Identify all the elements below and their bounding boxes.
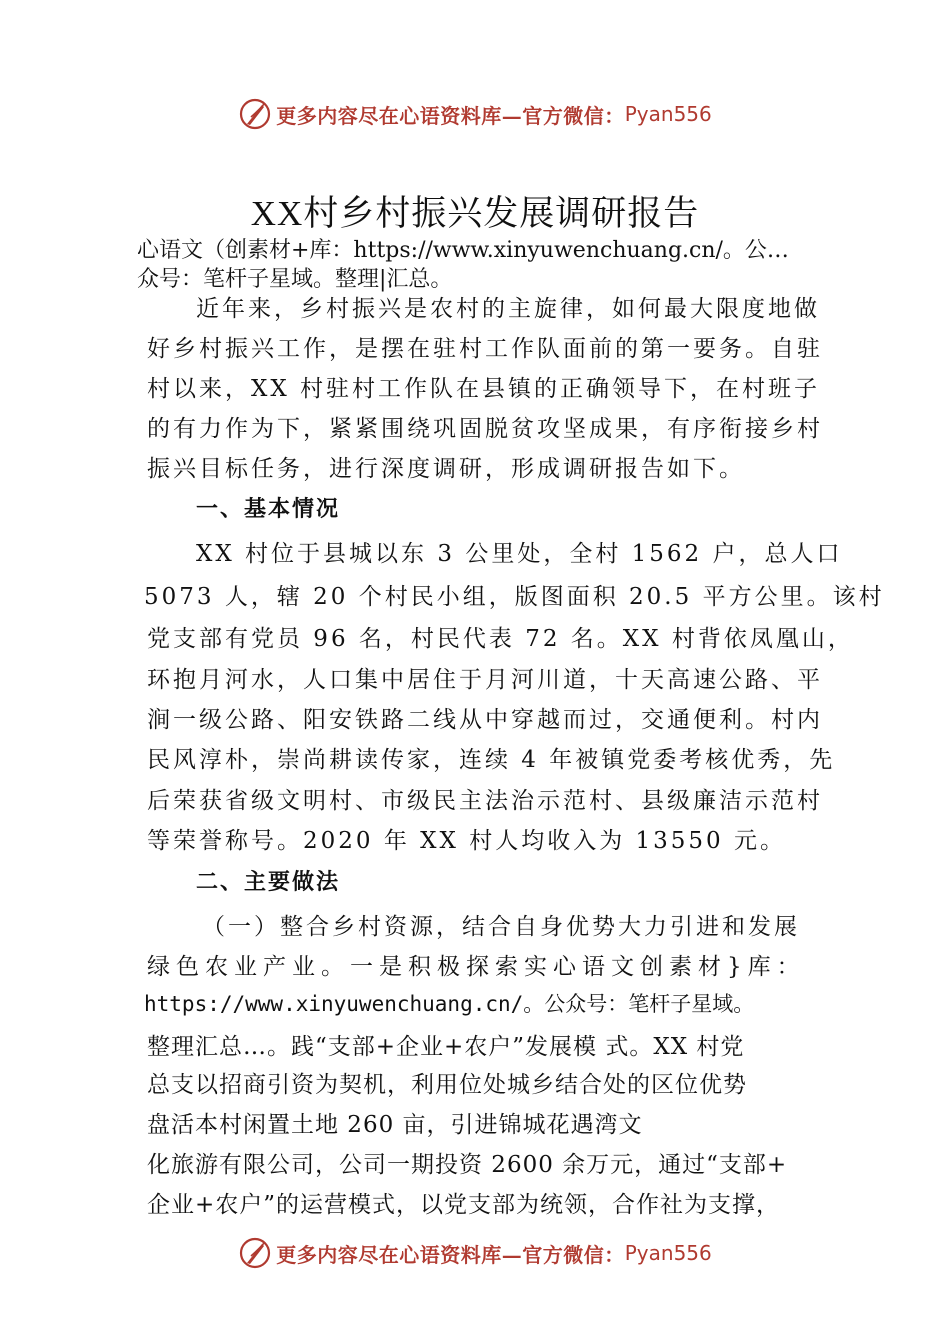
paragraph-line: 企业+农户”的运营模式，以党支部为统领，合作社为支撑， <box>147 1192 781 1218</box>
paragraph-line: 近年来，乡村振兴是农村的主旋律，如何最大限度地做 <box>196 296 820 322</box>
paragraph-line: 振兴目标任务，进行深度调研，形成调研报告如下。 <box>147 456 745 482</box>
quill-logo-icon <box>238 1236 272 1270</box>
paragraph-line: XX 村位于县城以东 3 公里处，全村 1562 户，总人口 <box>196 541 843 567</box>
paragraph-line: 好乡村振兴工作，是摆在驻村工作队面前的第一要务。自驻 <box>147 336 823 362</box>
watermark-footer <box>0 1233 950 1273</box>
paragraph-line: 整理汇总…。践“支部+企业+农户”发展模 式。XX 村党 <box>147 1034 745 1060</box>
watermark-wechat-id: Pyan556 <box>624 1241 712 1265</box>
watermark-text: 更多内容尽在心语资料库—官方微信： <box>276 1242 625 1267</box>
watermark-header <box>0 94 950 134</box>
paragraph-line: 涧一级公路、阳安铁路二线从中穿越而过，交通便利。村内 <box>147 707 823 733</box>
paragraph-line: 的有力作为下，紧紧围绕巩固脱贫攻坚成果，有序衔接乡村 <box>147 416 823 442</box>
paragraph-line: （一）整合乡村资源，结合自身优势大力引进和发展 <box>202 914 800 940</box>
paragraph-line: 民风淳朴，崇尚耕读传家，连续 4 年被镇党委考核优秀，先 <box>147 747 836 773</box>
source-note-line-2: 众号：笔杆子星域。整理|汇总。 <box>137 267 453 292</box>
paragraph-line: 党支部有党员 96 名，村民代表 72 名。XX 村背依凤凰山， <box>147 626 854 652</box>
source-note-line-1: 心语文（创素材+库：https://www.xinyuwenchuang.cn/。公… <box>137 238 789 263</box>
paragraph-line: 化旅游有限公司，公司一期投资 2600 余万元，通过“支部+ <box>147 1152 788 1178</box>
paragraph-line: 环抱月河水，人口集中居住于月河川道，十天高速公路、平 <box>147 667 823 693</box>
paragraph-line: 5073 人，辖 20 个村民小组，版图面积 20.5 平方公里。该村 <box>144 584 885 610</box>
paragraph-line: 村以来，XX 村驻村工作队在县镇的正确领导下，在村班子 <box>147 376 821 402</box>
page-title: XX村乡村振兴发展调研报告 <box>250 194 700 233</box>
watermark-text: 更多内容尽在心语资料库—官方微信： <box>276 103 625 128</box>
section-heading-methods: 二、主要做法 <box>196 870 341 895</box>
paragraph-line: 总支以招商引资为契机，利用位处城乡结合处的区位优势 <box>147 1072 747 1098</box>
paragraph-line: 盘活本村闲置土地 260 亩，引进锦城花遇湾文 <box>147 1112 643 1138</box>
paragraph-line: 绿色农业产业。一是积极探索实心语文创素材}库： <box>147 954 806 980</box>
paragraph-line: 等荣誉称号。2020 年 XX 村人均收入为 13550 元。 <box>147 828 787 854</box>
paragraph-line: 后荣获省级文明村、市级民主法治示范村、县级廉洁示范村 <box>147 788 823 814</box>
paragraph-line-url: https://www.xinyuwenchuang.cn/。公众号：笔杆子星域。 <box>144 992 755 1016</box>
section-heading-basic: 一、基本情况 <box>196 497 341 522</box>
quill-logo-icon <box>238 97 272 131</box>
watermark-wechat-id: Pyan556 <box>624 102 712 126</box>
